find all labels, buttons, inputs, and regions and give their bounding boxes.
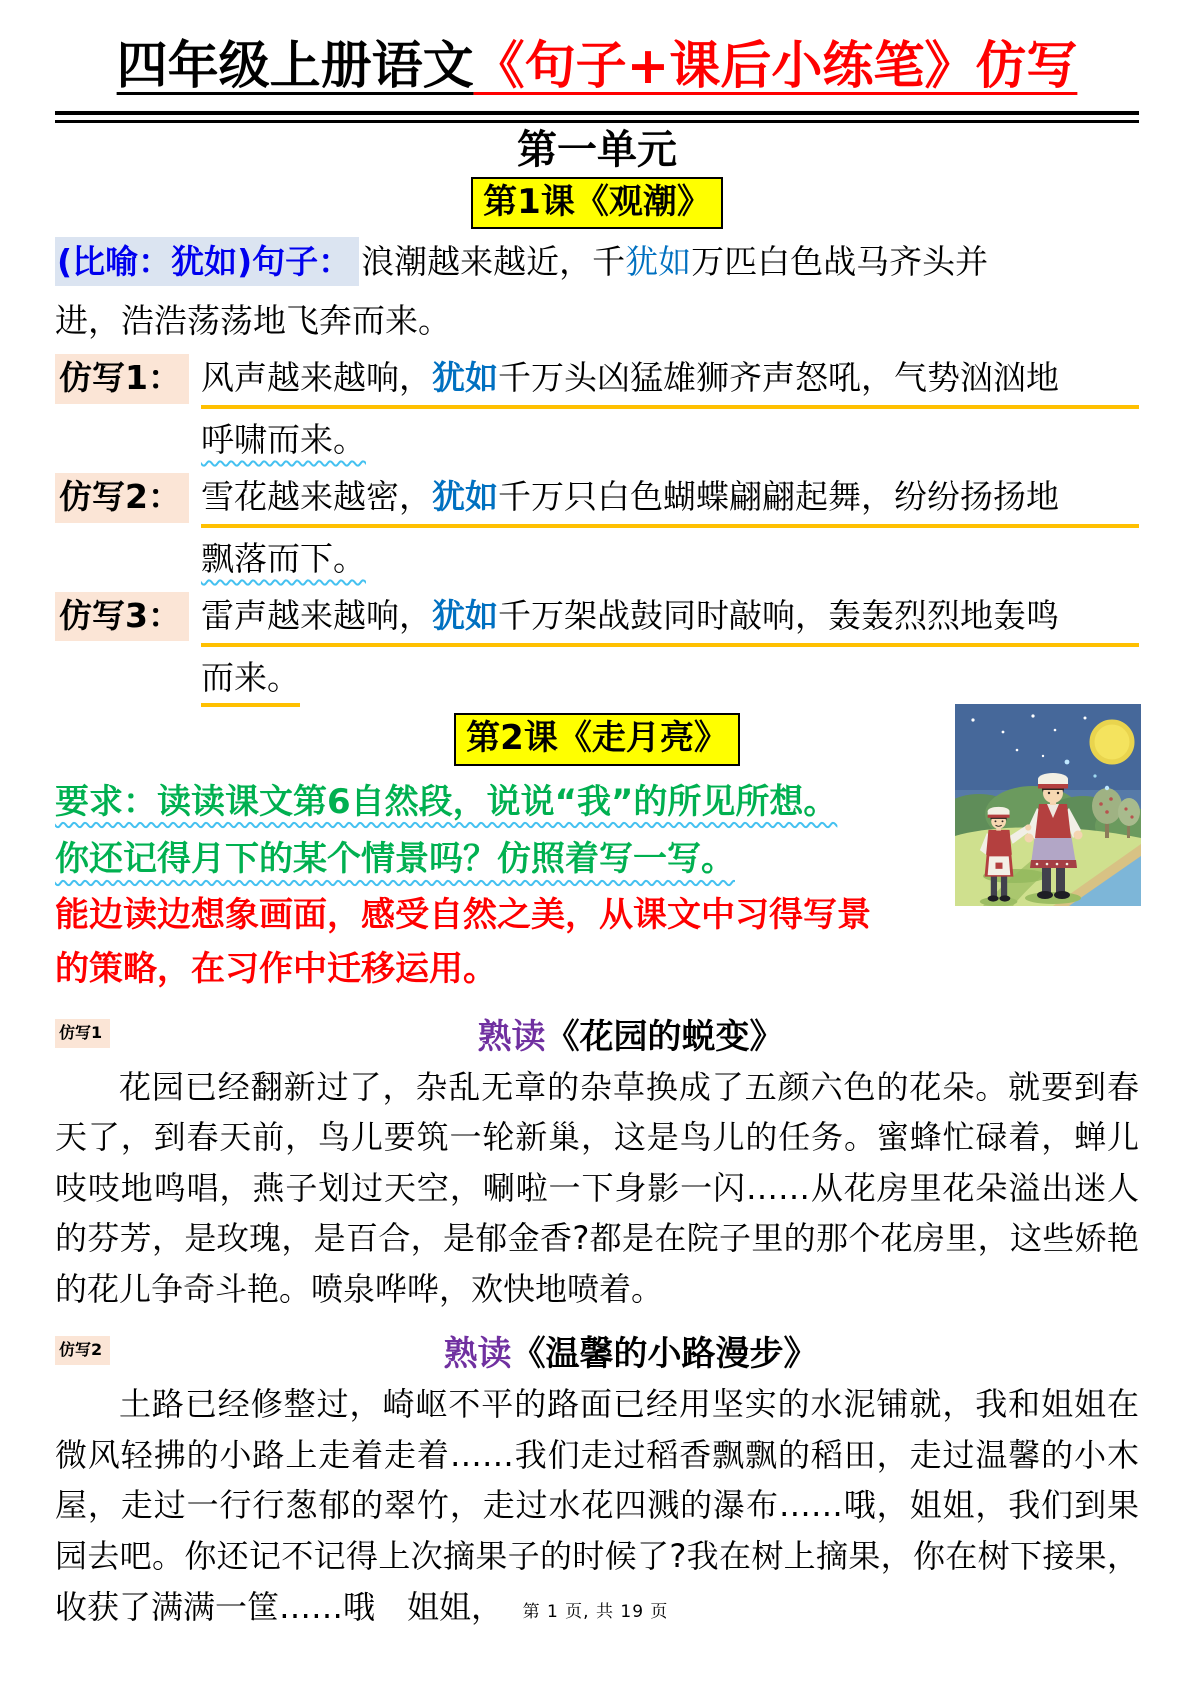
imitation-2-post: 千万只白色蝴蝶翩翩起舞，纷纷扬扬地: [497, 477, 1059, 517]
example-label: (比喻：犹如)句子：: [55, 237, 359, 286]
imitation-row-3: [55, 592, 1139, 708]
sub-heading-row-1: [55, 1009, 1139, 1058]
moonlight-walk-illustration: [955, 704, 1141, 906]
lesson1-heading-wrap: [55, 177, 1139, 229]
imitation-1-pre: 风声越来越响，: [200, 358, 432, 398]
imitation-1-tail: 呼啸而来。: [200, 420, 366, 460]
imitation-3-content: [201, 592, 1139, 708]
unit-title: 第一单元: [517, 127, 677, 174]
title-divider: [55, 111, 1139, 123]
imitation-2-line-1: [201, 473, 1139, 528]
imitation-row-1: [55, 354, 1139, 464]
read-prefix-1: 熟读: [477, 1016, 546, 1057]
imitation-2-line-2: [201, 535, 1139, 583]
imitation-1-content: [201, 354, 1139, 464]
page-title-red: 《句子+课后小练笔》仿写: [473, 37, 1078, 96]
moon-icon: [1092, 722, 1132, 762]
imitation-3-pre: 雷声越来越响，: [200, 595, 432, 635]
imitation-1-line-1: [201, 354, 1139, 409]
example-line-1: [55, 237, 1139, 287]
read-prefix-2: 熟读: [443, 1334, 512, 1375]
imitation-3-post: 千万架战鼓同时敲响，轰轰烈烈地轰鸣: [497, 595, 1059, 635]
imitation-1-post: 千万头凶猛雄狮齐声怒吼，气势汹汹地: [497, 358, 1059, 398]
imitation-row-2: [55, 473, 1139, 583]
note-line-1: 能边读边想象画面，感受自然之美，从课文中习得写景: [55, 895, 871, 936]
lesson2-imitation-2-label: 仿写2: [55, 1336, 110, 1365]
imitation-1-keyword: 犹如: [431, 358, 498, 398]
page-footer: 第 1 页, 共 19 页: [522, 1602, 669, 1622]
imitation-2-tail: 飘落而下。: [200, 538, 366, 578]
paragraph-path: 土路已经修整过，崎岖不平的路面已经用坚实的水泥铺就，我和姐姐在微风轻拂的小路上走着走着……我们走过稻香飘飘的稻田，走过温馨的小木屋，走过一行行葱郁的翠竹，走过水花四溅的瀑布……哦，姐姐，我们到果园去吧。你还记不记得上次摘果子的时候了?我在树上摘果，你在树下接果，收获了满满一筐……哦 姐姐，: [55, 1385, 1139, 1626]
example-text-pre: 浪潮越来越近，千: [361, 242, 626, 282]
imitation-3-line-2: [201, 654, 1139, 708]
imitation-1-line-2: [201, 416, 1139, 464]
reading-title-2: 《温馨的小路漫步》: [511, 1334, 818, 1375]
page-title-black: 四年级上册语文: [116, 37, 474, 96]
imitation-3-label: 仿写3：: [55, 592, 189, 642]
sub-heading-2: [122, 1326, 1139, 1375]
requirement-text-2: 你还记得月下的某个情景吗？仿照着写一写。: [55, 839, 735, 880]
sub-heading-1: [122, 1009, 1139, 1058]
imitation-2-pre: 雪花越来越密，: [200, 477, 432, 517]
imitation-3-keyword: 犹如: [431, 595, 498, 635]
lesson2-heading: 第2课《走月亮》: [454, 713, 740, 765]
paragraph-garden: 花园已经翻新过了，杂乱无章的杂草换成了五颜六色的花朵。就要到春天了，到春天前，鸟儿要筑一轮新巢，这是鸟儿的任务。蜜蜂忙碌着，蝉儿吱吱地鸣唱，燕子划过天空，唰啦一下身影一闪……从花房里花朵溢出迷人的芬芳，是玫瑰，是百合，是郁金香?都是在院子里的那个花房里，这些娇艳的花儿争奇斗艳。喷泉哗哗，欢快地喷着。: [55, 1067, 1139, 1308]
page-title: [55, 36, 1139, 97]
imitation-2-label: 仿写2：: [55, 473, 189, 523]
example-text-post: 万匹白色战马齐头并: [691, 242, 989, 282]
example-keyword: 犹如: [625, 242, 692, 282]
imitation-3-tail: 而来。: [201, 654, 300, 708]
lesson2-imitation-1-label: 仿写1: [55, 1019, 110, 1048]
reading-title-1: 《花园的蜕变》: [545, 1016, 784, 1057]
sub-heading-row-2: [55, 1326, 1139, 1375]
example-line-2: 进，浩浩荡荡地飞奔而来。: [55, 300, 451, 340]
imitation-3-line-1: [201, 592, 1139, 647]
lesson1-heading: 第1课《观潮》: [471, 177, 723, 229]
requirement-text-1: 要求：读读课文第6自然段，说说“我”的所见所想。: [55, 781, 838, 822]
note-line-2: 的策略，在习作中迁移运用。: [55, 948, 497, 989]
imitation-2-content: [201, 473, 1139, 583]
example-sentence: [55, 237, 1139, 345]
imitation-1-label: 仿写1：: [55, 354, 189, 404]
imitation-2-keyword: 犹如: [431, 477, 498, 517]
